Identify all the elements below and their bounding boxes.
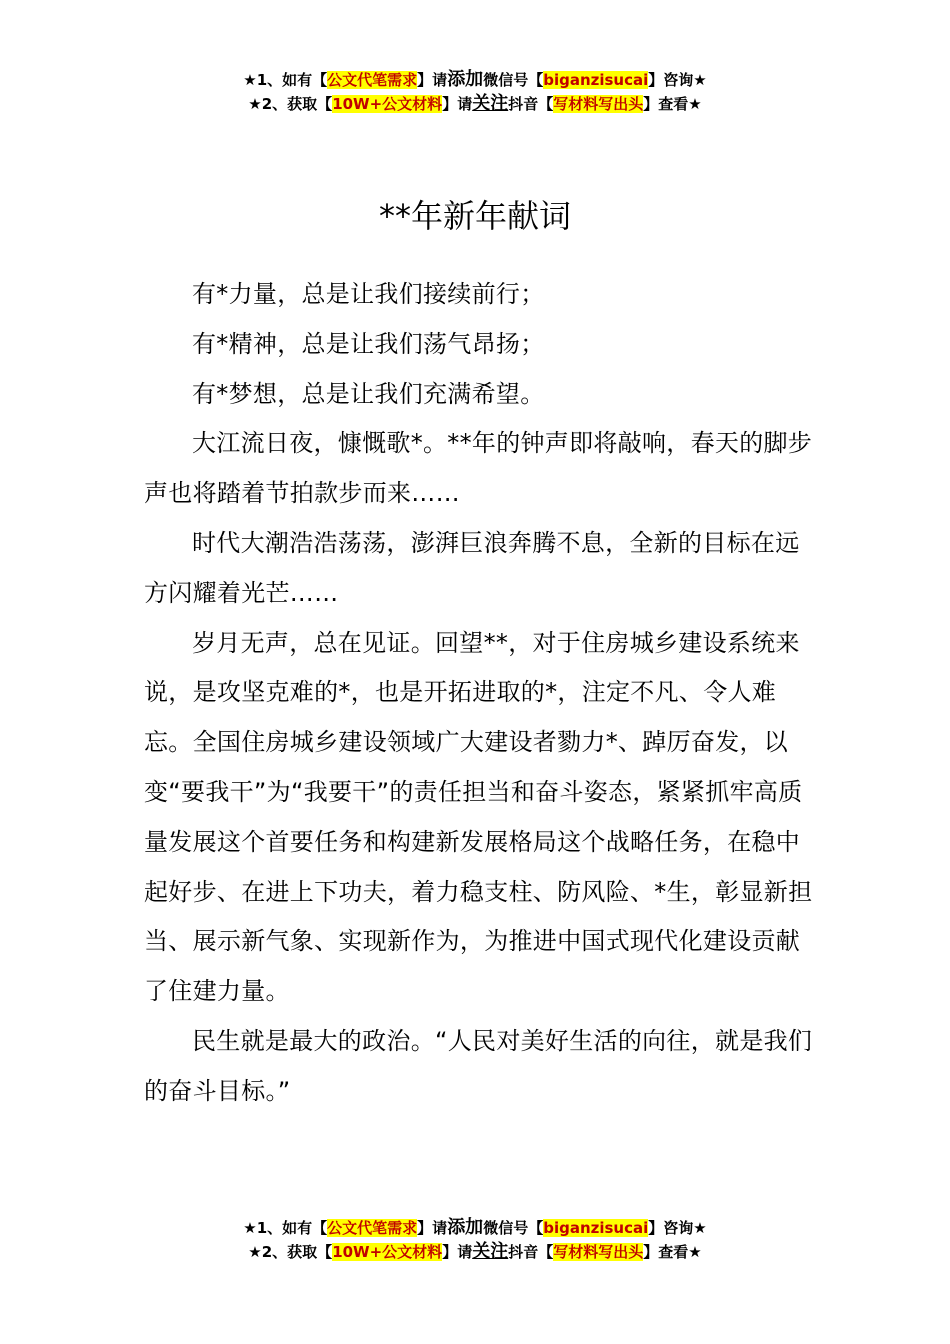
footer-line-1: ★1、如有【公文代笔需求】请添加微信号【biganzisucai】咨询★: [243, 1217, 707, 1238]
highlight-materials: 10W+公文材料: [332, 95, 443, 113]
header-line-2: ★2、获取【10W+公文材料】请关注抖音【写材料写出头】查看★: [248, 93, 702, 114]
highlight-douyin-account: 写材料写出头: [553, 95, 644, 113]
star-icon: ★: [243, 1219, 257, 1237]
header-line-1: ★1、如有【公文代笔需求】请添加微信号【biganzisucai】咨询★: [243, 69, 707, 90]
footer-banner: [0, 1216, 950, 1264]
star-icon: ★: [688, 95, 702, 113]
document-body: [144, 270, 816, 1117]
star-icon: ★: [693, 1219, 707, 1237]
highlight-service: 公文代笔需求: [327, 71, 418, 89]
paragraph: 大江流日夜，慷慨歌*。**年的钟声即将敲响，春天的脚步声也将踏着节拍款步而来……: [144, 429, 813, 508]
highlight-materials: 10W+公文材料: [332, 1243, 443, 1261]
highlight-douyin-account: 写材料写出头: [553, 1243, 644, 1261]
star-icon: ★: [688, 1243, 702, 1261]
document-title: **年新年献词: [378, 197, 571, 236]
star-icon: ★: [693, 71, 707, 89]
paragraph: 有*精神，总是让我们荡气昂扬；: [192, 329, 545, 358]
paragraph: 民生就是最大的政治。“人民对美好生活的向往，就是我们的奋斗目标。”: [144, 1026, 813, 1105]
footer-line-2: ★2、获取【10W+公文材料】请关注抖音【写材料写出头】查看★: [248, 1241, 702, 1262]
paragraph: 时代大潮浩浩荡荡，澎湃巨浪奔腾不息，全新的目标在远方闪耀着光芒……: [144, 528, 800, 607]
highlight-service: 公文代笔需求: [327, 1219, 418, 1237]
star-icon: ★: [248, 95, 262, 113]
star-icon: ★: [248, 1243, 262, 1261]
paragraph: 有*力量，总是让我们接续前行；: [192, 280, 545, 308]
star-icon: ★: [243, 71, 257, 89]
header-banner: [0, 68, 950, 116]
paragraph: 岁月无声，总在见证。回望**，对于住房城乡建设系统来说，是攻坚克难的*，也是开拓进取的*，注定不凡、令人难忘。全国住房城乡建设领域广大建设者勠力*、踔厉奋发，以变“要我干”为“我要干”的责任担当和奋斗姿态，紧紧抓牢高质量发展这个首要任务和构建新发展格局这个战略任务，在稳中起好步、在进上下功夫，着力稳支柱、防风险、*生，彰显新担当、展示新气象、实现新作为，为推进中国式现代化建设贡献了住建力量。: [144, 628, 813, 1006]
paragraph: 有*梦想，总是让我们充满希望。: [192, 379, 545, 408]
highlight-wechat-id: biganzisucai: [543, 1219, 649, 1237]
highlight-wechat-id: biganzisucai: [543, 71, 649, 89]
